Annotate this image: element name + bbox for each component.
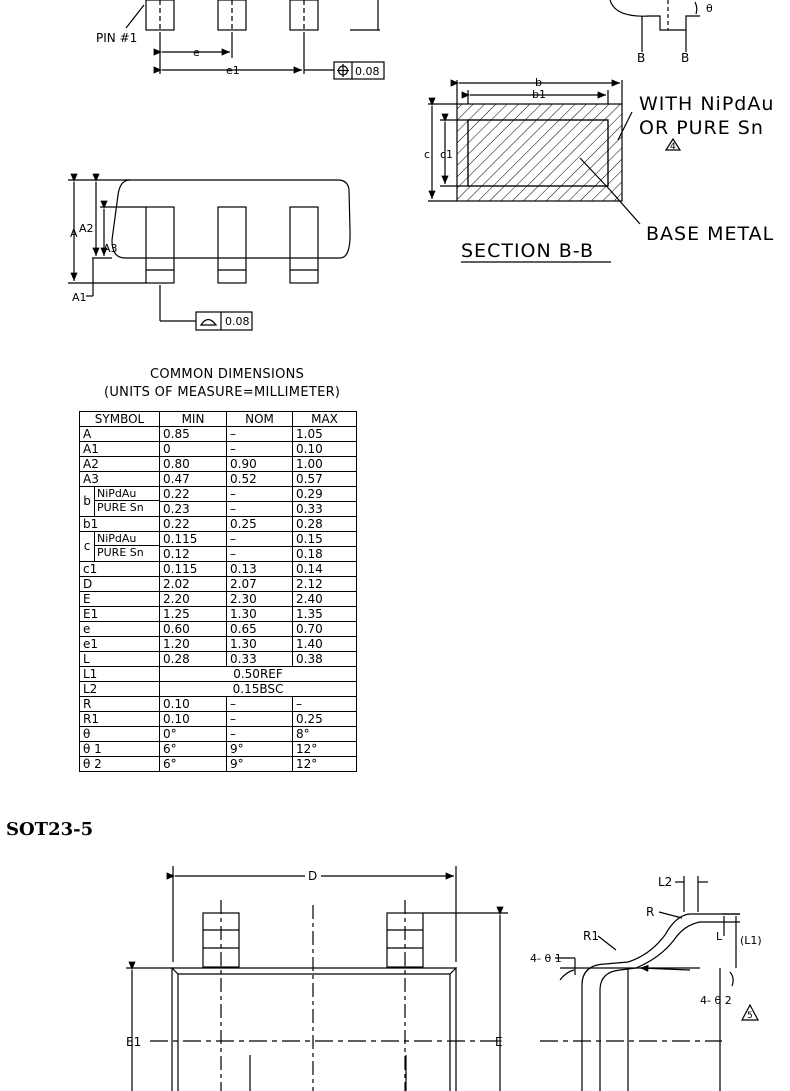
sot-L1-label: (L1) xyxy=(740,934,762,947)
table-row xyxy=(80,487,357,502)
b-right-label: B xyxy=(681,51,690,65)
symbol-cell: e1 xyxy=(80,637,160,652)
header-max: MAX xyxy=(293,412,357,427)
nom-cell: 0.65 xyxy=(227,622,293,637)
min-cell: 6° xyxy=(160,742,227,757)
max-cell: 12° xyxy=(293,742,357,757)
max-cell: 8° xyxy=(293,727,357,742)
position-tolerance-value: 0.08 xyxy=(355,65,380,78)
nom-cell: 0.33 xyxy=(227,652,293,667)
symbol-cell: E xyxy=(80,592,160,607)
side-view xyxy=(68,180,350,330)
note-4-label: 4 xyxy=(670,142,676,152)
symbol-cell: e xyxy=(80,622,160,637)
sot-R-label: R xyxy=(646,905,655,919)
max-cell: 1.00 xyxy=(293,457,357,472)
table-row xyxy=(80,592,357,607)
symbol-cell: θ xyxy=(80,727,160,742)
header-symbol: SYMBOL xyxy=(80,412,160,427)
table-row xyxy=(80,727,357,742)
dim-b-label: b xyxy=(535,76,542,89)
top-view xyxy=(126,0,384,79)
pin1-label: PIN #1 xyxy=(96,31,138,45)
max-cell: 0.14 xyxy=(293,562,357,577)
sot-L2-label: L2 xyxy=(658,875,673,889)
sot-body-top xyxy=(172,968,456,974)
sot-theta1-label: 4- θ 1 xyxy=(530,952,562,965)
symbol-cell: L1 xyxy=(80,667,160,682)
table-row xyxy=(80,622,357,637)
max-cell: 0.29 xyxy=(293,487,357,502)
table-row xyxy=(80,757,357,772)
symbol-cell xyxy=(80,532,160,562)
package-title: SOT23-5 xyxy=(6,819,94,840)
nom-cell: – xyxy=(227,502,293,517)
max-cell: 0.18 xyxy=(293,547,357,562)
sot-L-label: L xyxy=(716,930,723,943)
min-cell: 1.25 xyxy=(160,607,227,622)
b-left-label: B xyxy=(637,51,646,65)
nom-cell: – xyxy=(227,547,293,562)
max-cell: 0.10 xyxy=(293,442,357,457)
max-cell: 2.12 xyxy=(293,577,357,592)
header-min: MIN xyxy=(160,412,227,427)
sot-theta2-label: 4- θ 2 xyxy=(700,994,732,1007)
nom-cell: – xyxy=(227,427,293,442)
span-value-cell: 0.15BSC xyxy=(160,682,357,697)
dim-A1-label: A1 xyxy=(72,291,87,304)
nom-cell: 0.52 xyxy=(227,472,293,487)
table-row xyxy=(80,637,357,652)
min-cell: 0.60 xyxy=(160,622,227,637)
min-cell: 2.20 xyxy=(160,592,227,607)
base-metal-hatch xyxy=(468,120,608,186)
table-row xyxy=(80,532,357,547)
min-cell: 0.10 xyxy=(160,712,227,727)
symbol-cell: θ 1 xyxy=(80,742,160,757)
max-cell: 0.15 xyxy=(293,532,357,547)
table-header-row xyxy=(80,412,357,427)
table-row xyxy=(80,427,357,442)
table-row xyxy=(80,697,357,712)
symbol-cell: A1 xyxy=(80,442,160,457)
dim-A2-label: A2 xyxy=(79,222,94,235)
dimensions-table xyxy=(79,411,357,772)
min-cell: 1.20 xyxy=(160,637,227,652)
base-metal-label: BASE METAL xyxy=(646,223,775,245)
dim-c1-label: c1 xyxy=(440,148,454,161)
symbol-group xyxy=(80,532,159,561)
min-cell: 0.22 xyxy=(160,487,227,502)
nom-cell: 2.07 xyxy=(227,577,293,592)
pin1-leader xyxy=(126,5,144,28)
dim-c-label: c xyxy=(424,148,431,161)
min-cell: 0.23 xyxy=(160,502,227,517)
nom-cell: – xyxy=(227,532,293,547)
table-body xyxy=(80,427,357,772)
nom-cell: 9° xyxy=(227,757,293,772)
nom-cell: – xyxy=(227,442,293,457)
max-cell: 0.25 xyxy=(293,712,357,727)
nom-cell: 9° xyxy=(227,742,293,757)
finish-label-1: WITH NiPdAu xyxy=(639,93,775,115)
symbol-cell: R1 xyxy=(80,712,160,727)
side-lead-3 xyxy=(290,207,318,283)
max-cell: 12° xyxy=(293,757,357,772)
note-5-label: 5 xyxy=(747,1011,753,1021)
dim-A-label: A xyxy=(70,227,78,240)
symbol-cell: R xyxy=(80,697,160,712)
min-cell: 0.10 xyxy=(160,697,227,712)
dim-b1-label: b1 xyxy=(532,88,546,101)
table-row xyxy=(80,682,357,697)
nom-cell: – xyxy=(227,487,293,502)
min-cell: 0.22 xyxy=(160,517,227,532)
e-label: e xyxy=(193,46,200,59)
sot-dim-D-label: D xyxy=(308,869,318,883)
symbol-sub-a: NiPdAu xyxy=(95,487,159,501)
min-cell: 0.115 xyxy=(160,532,227,547)
min-cell: 6° xyxy=(160,757,227,772)
symbol-cell: c1 xyxy=(80,562,160,577)
table-row xyxy=(80,742,357,757)
table-row xyxy=(80,652,357,667)
table-row xyxy=(80,577,357,592)
nom-cell: 0.13 xyxy=(227,562,293,577)
sot-dim-E1-label: E1 xyxy=(126,1035,142,1049)
sot23-5-drawing xyxy=(126,866,758,1091)
symbol-cell xyxy=(80,487,160,517)
symbol-group-letter: c xyxy=(80,532,95,561)
nom-cell: – xyxy=(227,697,293,712)
symbol-cell: D xyxy=(80,577,160,592)
section-title: SECTION B-B xyxy=(461,240,594,262)
nom-cell: 1.30 xyxy=(227,637,293,652)
symbol-sub-a: NiPdAu xyxy=(95,532,159,546)
max-cell: – xyxy=(293,697,357,712)
min-cell: 0.85 xyxy=(160,427,227,442)
min-cell: 2.02 xyxy=(160,577,227,592)
table-row xyxy=(80,517,357,532)
symbol-cell: A xyxy=(80,427,160,442)
nom-cell: 1.30 xyxy=(227,607,293,622)
nom-cell: 0.90 xyxy=(227,457,293,472)
table-row xyxy=(80,472,357,487)
table-row xyxy=(80,607,357,622)
symbol-sub-b: PURE Sn xyxy=(97,501,144,515)
header-nom: NOM xyxy=(227,412,293,427)
max-cell: 1.40 xyxy=(293,637,357,652)
nom-cell: 0.25 xyxy=(227,517,293,532)
e1-label: e1 xyxy=(226,64,240,77)
min-cell: 0° xyxy=(160,727,227,742)
max-cell: 0.33 xyxy=(293,502,357,517)
min-cell: 0.12 xyxy=(160,547,227,562)
max-cell: 1.35 xyxy=(293,607,357,622)
symbol-sub-b: PURE Sn xyxy=(97,546,144,560)
min-cell: 0.47 xyxy=(160,472,227,487)
symbol-cell: L2 xyxy=(80,682,160,697)
finish-label-2: OR PURE Sn xyxy=(639,117,764,139)
side-lead-1 xyxy=(146,207,174,283)
nom-cell: 2.30 xyxy=(227,592,293,607)
table-row xyxy=(80,457,357,472)
symbol-cell: A3 xyxy=(80,472,160,487)
symbol-group xyxy=(80,487,159,516)
lead-detail xyxy=(610,0,700,52)
table-row xyxy=(80,667,357,682)
table-subtitle: (UNITS OF MEASURE=MILLIMETER) xyxy=(104,385,341,400)
max-cell: 0.38 xyxy=(293,652,357,667)
max-cell: 0.57 xyxy=(293,472,357,487)
symbol-group-letter: b xyxy=(80,487,95,516)
table-row xyxy=(80,442,357,457)
dim-A3-label: A3 xyxy=(103,242,118,255)
span-value-cell: 0.50REF xyxy=(160,667,357,682)
min-cell: 0.115 xyxy=(160,562,227,577)
symbol-cell: L xyxy=(80,652,160,667)
sot-R1-label: R1 xyxy=(583,929,599,943)
base-metal-leader xyxy=(610,190,640,224)
side-lead-2 xyxy=(218,207,246,283)
table-title: COMMON DIMENSIONS xyxy=(150,367,305,382)
table-row xyxy=(80,562,357,577)
min-cell: 0 xyxy=(160,442,227,457)
flatness-tolerance-value: 0.08 xyxy=(225,315,250,328)
nom-cell: – xyxy=(227,727,293,742)
sot-dim-E-label: E xyxy=(495,1035,503,1049)
table-row xyxy=(80,712,357,727)
symbol-cell: E1 xyxy=(80,607,160,622)
nom-cell: – xyxy=(227,712,293,727)
min-cell: 0.80 xyxy=(160,457,227,472)
min-cell: 0.28 xyxy=(160,652,227,667)
max-cell: 0.70 xyxy=(293,622,357,637)
max-cell: 1.05 xyxy=(293,427,357,442)
max-cell: 2.40 xyxy=(293,592,357,607)
symbol-cell: θ 2 xyxy=(80,757,160,772)
symbol-cell: A2 xyxy=(80,457,160,472)
symbol-cell: b1 xyxy=(80,517,160,532)
theta-label: θ xyxy=(706,2,713,15)
max-cell: 0.28 xyxy=(293,517,357,532)
